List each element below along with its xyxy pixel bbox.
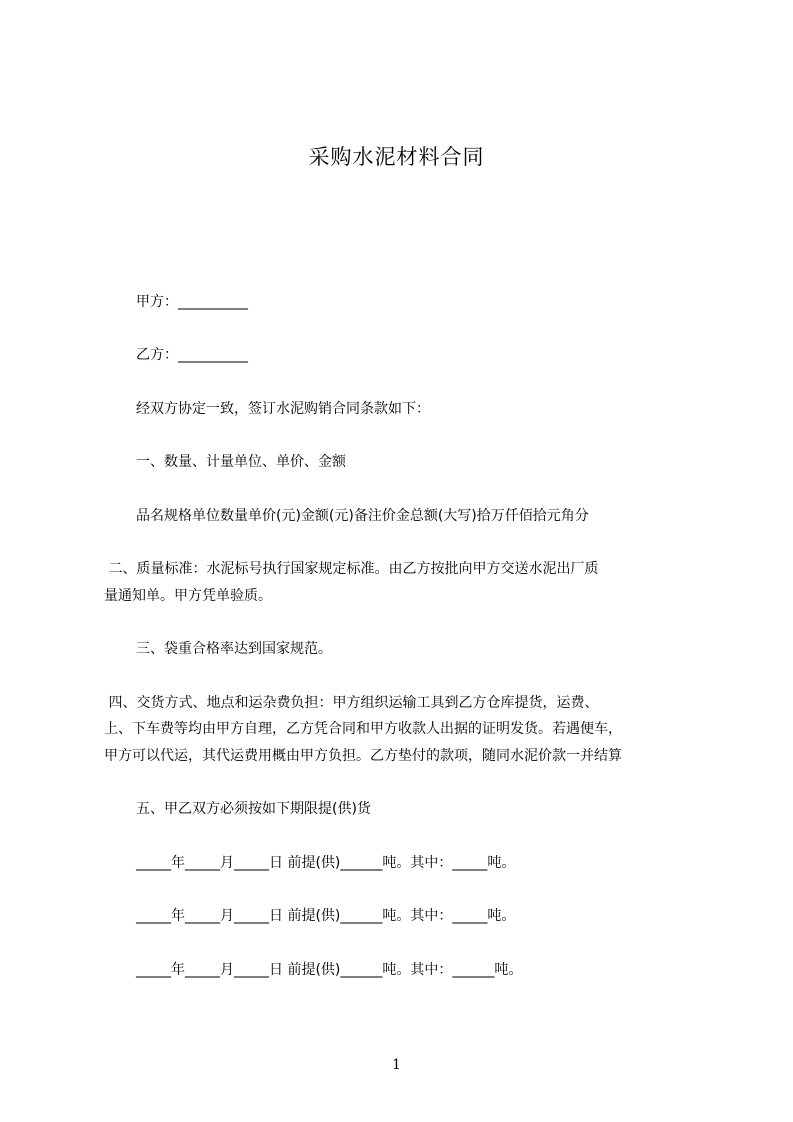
section2-line: 量通知单。甲方凭单验质。: [104, 588, 272, 604]
schedule-line: _____年_____月_____日 前提(供)______吨。其中：_____吨。: [136, 908, 516, 924]
section5-heading: 五、甲乙双方必须按如下期限提(供)货: [136, 801, 371, 817]
section4-line: 上、下车费等均由甲方自理，乙方凭合同和甲方收款人出据的证明发货。若遇便车，: [104, 721, 622, 737]
section3-text: 三、袋重合格率达到国家规范。: [136, 641, 332, 657]
schedule-line: _____年_____月_____日 前提(供)______吨。其中：______吨。: [136, 962, 523, 978]
section1-table-header: 品名规格单位数量单价(元)金额(元)备注价金总额(大写)拾万仟佰拾元角分: [136, 508, 589, 524]
party-b-line: 乙方：__________: [136, 347, 248, 363]
party-a-line: 甲方：__________: [136, 294, 248, 310]
schedule-line: _____年_____月_____日 前提(供)______吨。其中：_____吨。: [136, 855, 516, 871]
page-number: 1: [392, 1057, 401, 1073]
section2-line: 二、质量标准：水泥标号执行国家规定标准。由乙方按批向甲方交送水泥出厂质: [104, 561, 599, 577]
section4-line: 甲方可以代运，其代运费用概由甲方负担。乙方垫付的款项，随同水泥价款一并结算: [104, 748, 622, 764]
intro-text: 经双方协定一致，签订水泥购销合同条款如下：: [136, 401, 430, 417]
section4-line: 四、交货方式、地点和运杂费负担：甲方组织运输工具到乙方仓库提货，运费、: [104, 695, 599, 711]
document-title: 采购水泥材料合同: [308, 145, 485, 169]
section1-heading: 一、数量、计量单位、单价、金额: [136, 454, 346, 470]
